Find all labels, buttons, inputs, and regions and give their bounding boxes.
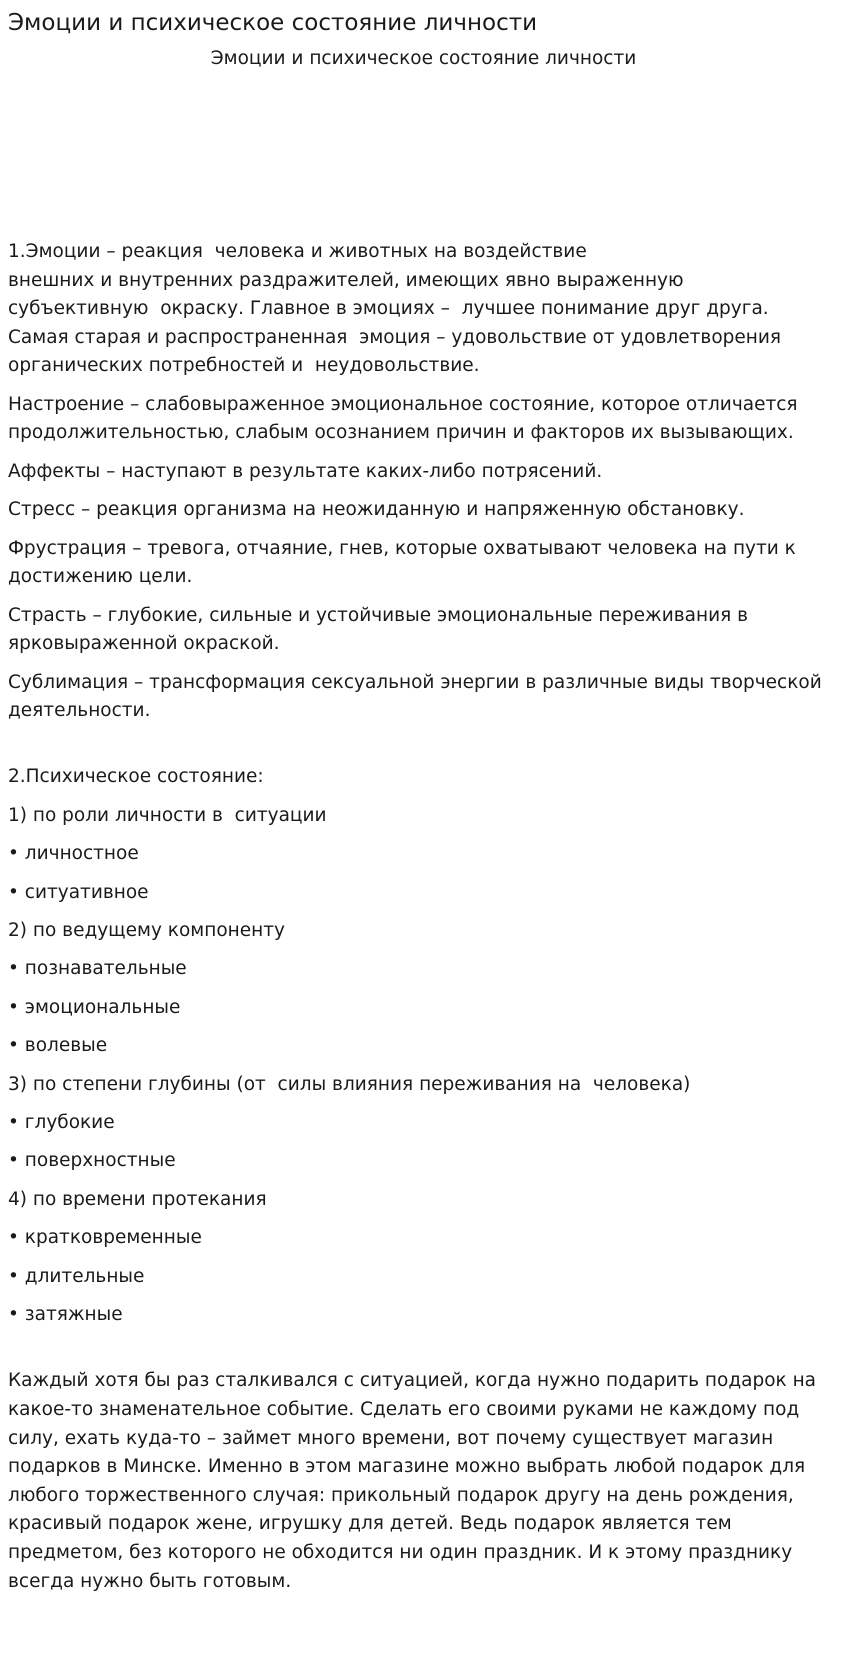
definition-stress: Стресс – реакция организма на неожиданную и напряженную обстановку. (8, 499, 745, 521)
definition-frustration: Фрустрация – тревога, отчаяние, гнев, которые охватывают человека на пути к достижению цели. (8, 537, 796, 588)
list-item: • кратковременные (8, 1227, 202, 1249)
page-title: Эмоции и психическое состояние личности (8, 10, 538, 36)
closing-paragraph: Каждый хотя бы раз сталкивался с ситуацией, когда нужно подарить подарок на какое-то знаменательное событие. Сделать его своими руками не каждому под силу, ехать куда-то – займет много времени, вот почему существует магазин подарков в Минске. Именно в этом магазине можно выбрать любой подарок для любого торжественного случая: прикольный подарок другу на день рождения, красивый подарок жене, игрушку для детей. Ведь подарок является тем предметом, без которого не обходится ни один праздник. И к этому празднику всегда нужно быть готовым. (8, 1370, 817, 1592)
emotions-intro-paragraph (8, 238, 844, 381)
article-body (8, 238, 844, 1606)
intro-line: 1.Эмоции – реакция человека и животных на воздействие (8, 241, 587, 262)
list-item: • волевые (8, 1035, 108, 1057)
section-spacer (8, 1339, 844, 1367)
definition-passion: Страсть – глубокие, сильные и устойчивые эмоциональные переживания в ярковыраженной окраской. (8, 604, 748, 655)
list-item: • поверхностные (8, 1150, 176, 1172)
list-item: • глубокие (8, 1112, 115, 1133)
list-item: • познавательные (8, 958, 187, 980)
classification-criterion: 2) по ведущему компоненту (8, 920, 285, 942)
intro-line: Самая старая и распространенная эмоция – удовольствие от удовлетворения (8, 326, 782, 348)
list-item: • ситуативное (8, 881, 149, 903)
classification-criterion: 3) по степени глубины (от силы влияния переживания на человека) (8, 1073, 691, 1095)
list-item: • длительные (8, 1265, 145, 1287)
mental-state-heading: 2.Психическое состояние: (8, 766, 264, 788)
definition-affects: Аффекты – наступают в результате каких-либо потрясений. (8, 460, 603, 482)
definition-mood: Настроение – слабовыраженное эмоциональное состояние, которое отличается продолжительностью, слабым осознанием причин и факторов их вызывающих. (8, 393, 798, 444)
classification-criterion: 1) по роли личности в ситуации (8, 804, 327, 826)
intro-line: органических потребностей и неудовольствие. (8, 355, 480, 377)
intro-line: субъективную окраску. Главное в эмоциях – лучшее понимание друг друга. (8, 298, 769, 320)
classification-criterion: 4) по времени протекания (8, 1188, 267, 1210)
list-item: • эмоциональные (8, 996, 181, 1018)
list-item: • затяжные (8, 1303, 123, 1325)
list-item: • личностное (8, 843, 139, 865)
page-subtitle: Эмоции и психическое состояние личности (210, 48, 637, 69)
definition-sublimation: Сублимация – трансформация сексуальной энергии в различные виды творческой деятельности. (8, 671, 822, 722)
intro-line: внешних и внутренних раздражителей, имеющих явно выраженную (8, 269, 684, 291)
section-spacer (8, 735, 844, 763)
